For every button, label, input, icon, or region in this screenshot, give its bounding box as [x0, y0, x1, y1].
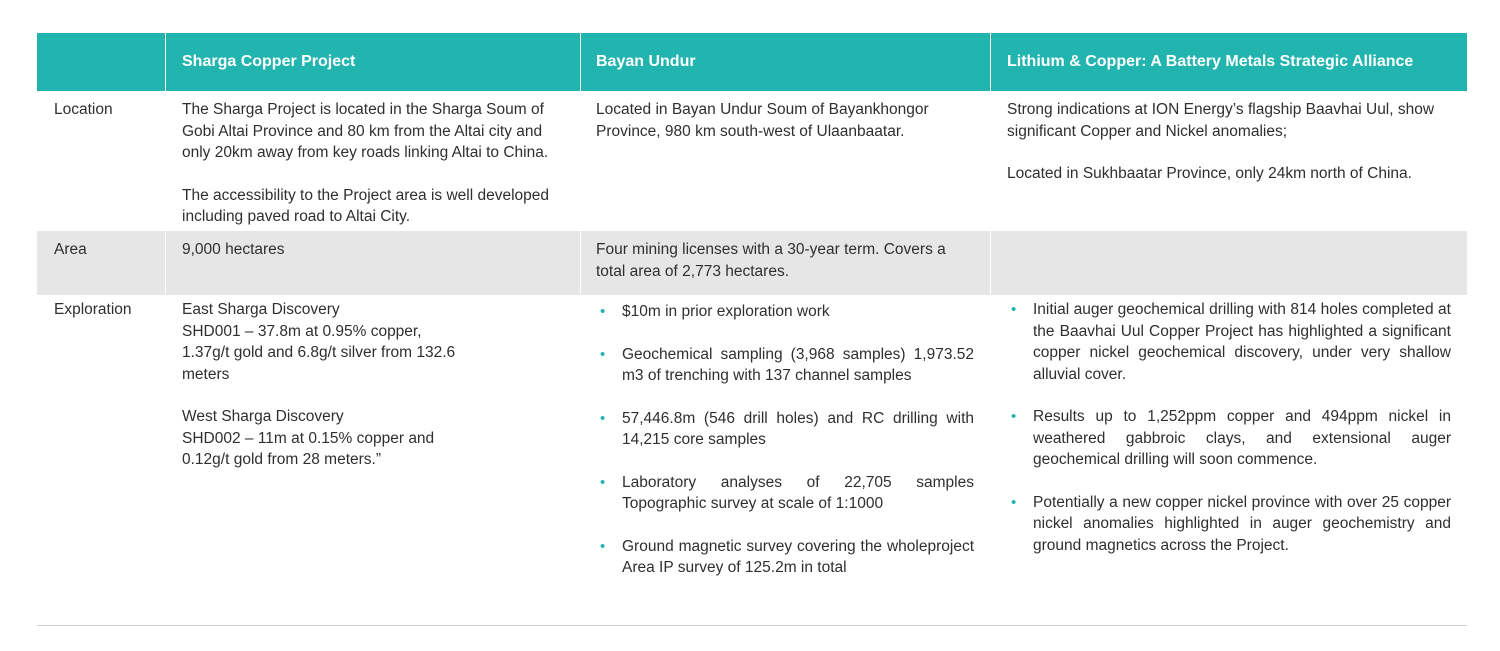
table-row-location — [37, 91, 1467, 231]
bullet-icon: • — [1011, 408, 1017, 425]
table-header-row — [37, 33, 1467, 91]
table-row-exploration — [37, 295, 1467, 626]
bullet-icon: • — [600, 303, 606, 320]
bullet-icon: • — [600, 537, 606, 555]
header-bayan-undur: Bayan Undur — [580, 33, 990, 91]
exploration-bayan — [580, 295, 990, 625]
list-item — [1007, 406, 1451, 471]
lithium-bullet-list — [1007, 299, 1451, 556]
list-item — [596, 301, 974, 323]
header-sharga: Sharga Copper Project — [165, 33, 580, 91]
east-sharga-line-1: SHD001 – 37.8m at 0.95% copper, — [182, 322, 422, 340]
location-lithium — [990, 91, 1467, 231]
bullet-icon: • — [600, 473, 606, 491]
east-sharga-line-2: 1.37g/t gold and 6.8g/t silver from 132.6 — [182, 344, 456, 361]
west-sharga-line-2: 0.12g/t gold from 28 meters.” — [182, 451, 382, 468]
west-sharga-line-1: SHD002 – 11m at 0.15% copper and — [182, 429, 435, 447]
west-sharga-block — [182, 406, 566, 471]
list-item — [596, 344, 974, 387]
table-row-area — [37, 231, 1467, 295]
exploration-sharga — [165, 295, 580, 625]
location-sharga-para-2: The accessibility to the Project area is well developed including paved road to Altai City. — [182, 186, 550, 225]
area-bayan: Four mining licenses with a 30-year term. Covers a total area of 2,773 hectares. — [580, 231, 990, 295]
location-sharga-para-1: The Sharga Project is located in the Sharga Soum of Gobi Altai Province and 80 km from the Altai city and only 20km away from key roads linking Altai to China. — [182, 101, 549, 161]
location-sharga — [165, 91, 580, 231]
west-sharga-title: West Sharga Discovery — [182, 408, 344, 425]
bullet-text: Potentially a new copper nickel province with over 25 copper nickel anomalies highlighted in auger geochemistry and ground magnetics across the Project. — [1033, 493, 1451, 554]
bullet-icon: • — [1011, 493, 1017, 511]
bullet-icon: • — [600, 409, 606, 427]
bullet-text: Ground magnetic survey covering the wholeproject Area IP survey of 125.2m in total — [622, 537, 974, 576]
bullet-icon: • — [1011, 301, 1017, 318]
row-label-exploration: Exploration — [54, 301, 132, 318]
area-sharga: 9,000 hectares — [165, 231, 580, 295]
location-bayan — [580, 91, 990, 231]
list-item — [1007, 299, 1451, 385]
location-lithium-para-1: Strong indications at ION Energy’s flagship Baavhai Uul, show significant Copper and Nickel anomalies; — [1007, 101, 1435, 140]
list-item — [596, 408, 974, 451]
bayan-bullet-list — [596, 301, 974, 579]
bullet-text: 57,446.8m (546 drill holes) and RC drilling with 14,215 core samples — [622, 409, 974, 448]
location-bayan-para-1: Located in Bayan Undur Soum of Bayankhongor Province, 980 km south-west of Ulaanbaatar. — [596, 101, 929, 140]
list-item — [1007, 492, 1451, 557]
bullet-text: Geochemical sampling (3,968 samples) 1,973.52 m3 of trenching with 137 channel samples — [622, 345, 974, 384]
east-sharga-title: East Sharga Discovery — [182, 301, 340, 318]
bullet-text: Initial auger geochemical drilling with 814 holes completed at the Baavhai Uul Copper Project has highlighted a significant copper nickel geochemical discovery, under very shallow alluvial cover. — [1033, 301, 1451, 383]
exploration-lithium — [990, 295, 1467, 625]
row-label-location: Location — [54, 101, 113, 118]
list-item — [596, 536, 974, 579]
list-item — [596, 472, 974, 515]
area-lithium — [990, 231, 1467, 295]
bullet-icon: • — [600, 345, 606, 363]
header-cell-empty — [37, 33, 165, 91]
east-sharga-line-3: meters — [182, 365, 230, 383]
row-label-area: Area — [54, 241, 87, 258]
header-lithium-copper: Lithium & Copper: A Battery Metals Strategic Alliance — [990, 33, 1467, 91]
east-sharga-block — [182, 299, 566, 385]
bullet-text: $10m in prior exploration work — [622, 303, 830, 320]
bullet-text: Laboratory analyses of 22,705 samples Topographic survey at scale of 1:1000 — [622, 473, 974, 512]
bullet-text: Results up to 1,252ppm copper and 494ppm nickel in weathered gabbroic clays, and extensional auger geochemical drilling will soon commence. — [1033, 408, 1451, 468]
comparison-table — [37, 33, 1467, 626]
location-lithium-para-2: Located in Sukhbaatar Province, only 24km north of China. — [1007, 165, 1412, 182]
